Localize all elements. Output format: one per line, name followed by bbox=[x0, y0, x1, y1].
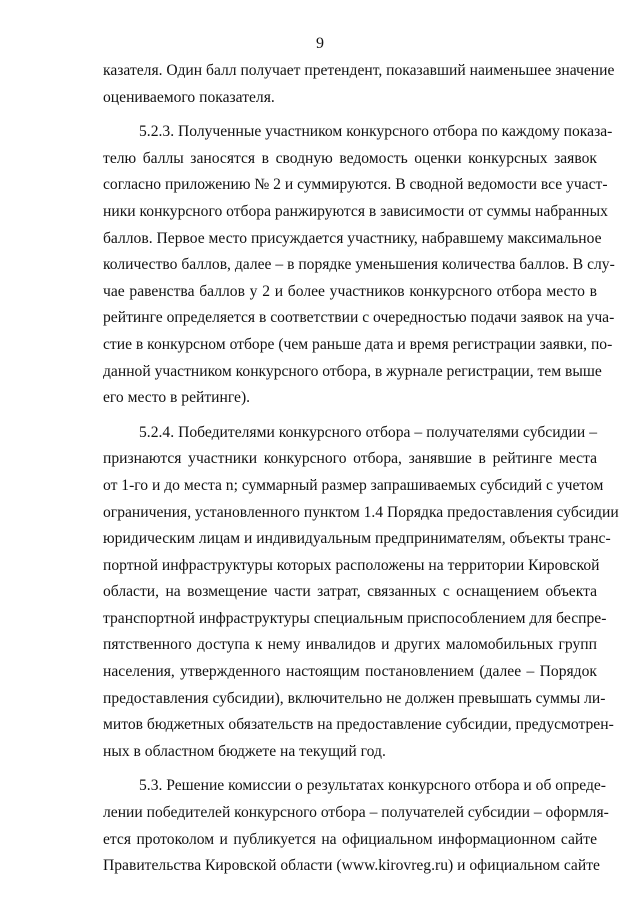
text-line: оцениваемого показателя. bbox=[103, 88, 275, 106]
text-line: согласно приложению № 2 и суммируются. В сводной ведомости все участ- bbox=[103, 176, 608, 194]
text-line: митов бюджетных обязательств на предоставление субсидии, предусмотрен- bbox=[103, 716, 614, 734]
text-line: данной участником конкурсного отбора, в журнале регистрации, тем выше bbox=[103, 362, 602, 380]
text-line: телю баллы заносятся в сводную ведомость оценки конкурсных заявок bbox=[103, 149, 597, 167]
text-line: признаются участники конкурсного отбора, занявшие в рейтинге места bbox=[103, 450, 597, 468]
document-body bbox=[103, 58, 619, 880]
text-line: Правительства Кировской области (www.kirovreg.ru) и официальном сайте bbox=[103, 857, 600, 875]
text-line: ных в областном бюджете на текущий год. bbox=[103, 742, 386, 760]
text-line: юридическим лицам и индивидуальным предпринимателям, объекты транс- bbox=[103, 530, 611, 548]
text-line: 5.3. Решение комиссии о результатах конкурсного отбора и об опреде- bbox=[139, 777, 607, 795]
text-line: ется протоколом и публикуется на официальном информационном сайте bbox=[103, 830, 597, 848]
text-line: ограничения, установленного пунктом 1.4 Порядка предоставления субсидии bbox=[103, 503, 619, 521]
text-line: стие в конкурсном отборе (чем раньше дата и время регистрации заявки, по- bbox=[103, 335, 613, 353]
text-line: от 1-го и до места n; суммарный размер запрашиваемых субсидий с учетом bbox=[103, 476, 604, 494]
text-line: лении победителей конкурсного отбора – получателей субсидии – оформля- bbox=[103, 804, 609, 822]
text-line: области, на возмещение части затрат, связанных с оснащением объекта bbox=[103, 583, 597, 601]
text-line: количество баллов, далее – в порядке уменьшения количества баллов. В слу- bbox=[103, 256, 615, 274]
text-line: транспортной инфраструктуры специальным приспособлением для беспре- bbox=[103, 609, 607, 627]
text-line: казателя. Один балл получает претендент, показавший наименьшее значение bbox=[103, 62, 615, 79]
text-line: рейтинге определяется в соответствии с очередностью подачи заявок на уча- bbox=[103, 309, 615, 327]
page-number: 9 bbox=[316, 35, 324, 52]
text-line: портной инфраструктуры которых расположены на территории Кировской bbox=[103, 556, 600, 574]
text-line: 5.2.4. Победителями конкурсного отбора – получателями субсидии – bbox=[139, 423, 597, 441]
text-line: населения, утвержденного настоящим постановлением (далее – Порядок bbox=[103, 663, 597, 681]
text-line: пятственного доступа к нему инвалидов и других маломобильных групп bbox=[103, 636, 597, 654]
text-line: ники конкурсного отбора ранжируются в зависимости от суммы набранных bbox=[103, 202, 608, 220]
text-line: баллов. Первое место присуждается участнику, набравшему максимальное bbox=[103, 229, 602, 247]
text-line: его место в рейтинге). bbox=[103, 389, 251, 407]
text-line: 5.2.3. Полученные участником конкурсного отбора по каждому показа- bbox=[139, 123, 613, 141]
text-line: предоставления субсидии), включительно не должен превышать суммы ли- bbox=[103, 689, 606, 707]
text-line: чае равенства баллов у 2 и более участников конкурсного отбора место в bbox=[103, 282, 597, 300]
